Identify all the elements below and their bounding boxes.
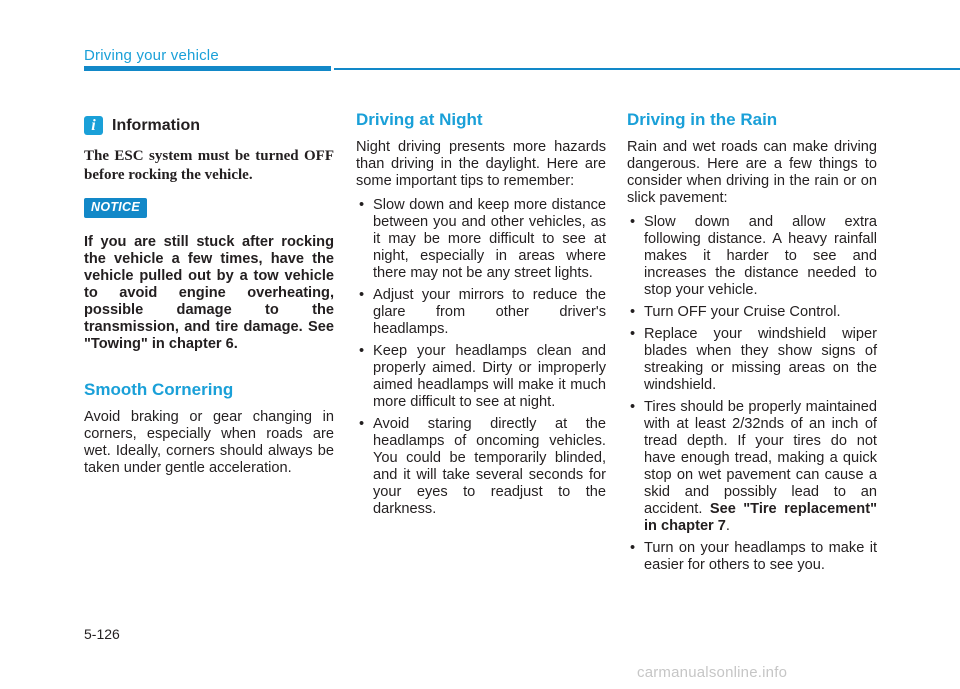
smooth-cornering-heading: Smooth Cornering — [84, 380, 234, 399]
header-bar — [84, 66, 331, 71]
header-section-title: Driving your vehicle — [84, 47, 219, 64]
information-text: The ESC system must be turned OFF before rocking the vehicle. — [84, 148, 334, 183]
notice-badge: NOTICE — [84, 198, 147, 218]
column-middle — [356, 110, 606, 523]
tires-text: Tires should be properly maintained with at least 2/32nds of an inch of tread depth. If your tires do not have enough tread, making a quick stop on wet pavement can cause a skid and possibly lead to an accident. — [644, 399, 877, 517]
header-rule — [334, 68, 960, 70]
list-item: • Avoid staring directly at the headlamps of oncoming vehicles. You could be temporarily blinded, and it will take several seconds for your eyes to readjust to the darkness. — [356, 416, 606, 518]
list-item: • Turn OFF your Cruise Control. — [627, 304, 877, 321]
tire-replacement-reference: See "Tire replacement" in chapter 7 — [644, 501, 877, 534]
rain-tips-list — [627, 214, 877, 574]
page-number: 5-126 — [84, 626, 120, 642]
notice-text: If you are still stuck after rocking the vehicle a few times, have the vehicle pulled out by a tow vehicle to avoid engine overheating, possible damage to the transmission, and tire damage. See "Towing" in chapter 6. — [84, 234, 334, 352]
list-item: • Adjust your mirrors to reduce the glare from other driver's headlamps. — [356, 287, 606, 338]
information-title: Information — [112, 116, 200, 134]
night-tips-list — [356, 197, 606, 518]
list-item: • Replace your windshield wiper blades when they show signs of streaking or missing areas on the windshield. — [627, 326, 877, 394]
driving-in-rain-heading: Driving in the Rain — [627, 110, 778, 129]
tires-end: . — [725, 518, 730, 534]
information-icon: i — [84, 116, 103, 135]
information-heading — [84, 113, 334, 137]
column-left — [84, 110, 334, 477]
list-item: • Turn on your headlamps to make it easier for others to see you. — [627, 540, 877, 574]
column-right — [627, 110, 877, 579]
list-item: • Slow down and keep more distance between you and other vehicles, as it may be more difficult to see at night, especially in areas where there may not be any street lights. — [356, 197, 606, 282]
list-item: • Slow down and allow extra following distance. A heavy rainfall makes it harder to see and increases the distance needed to stop your vehicle. — [627, 214, 877, 299]
list-item: • Keep your headlamps clean and properly aimed. Dirty or improperly aimed headlamps will make it much more difficult to see at night. — [356, 343, 606, 411]
list-item-tires — [627, 399, 877, 535]
driving-at-night-intro: Night driving presents more hazards than driving in the daylight. Here are some important tips to remember: — [356, 139, 606, 189]
driving-at-night-heading: Driving at Night — [356, 110, 483, 129]
driving-in-rain-intro: Rain and wet roads can make driving dangerous. Here are a few things to consider when driving in the rain or on slick pavement: — [627, 139, 877, 206]
smooth-cornering-text: Avoid braking or gear changing in corners, especially when roads are wet. Ideally, corners should always be taken under gentle acceleration. — [84, 409, 334, 476]
watermark: carmanualsonline.info — [637, 664, 788, 681]
